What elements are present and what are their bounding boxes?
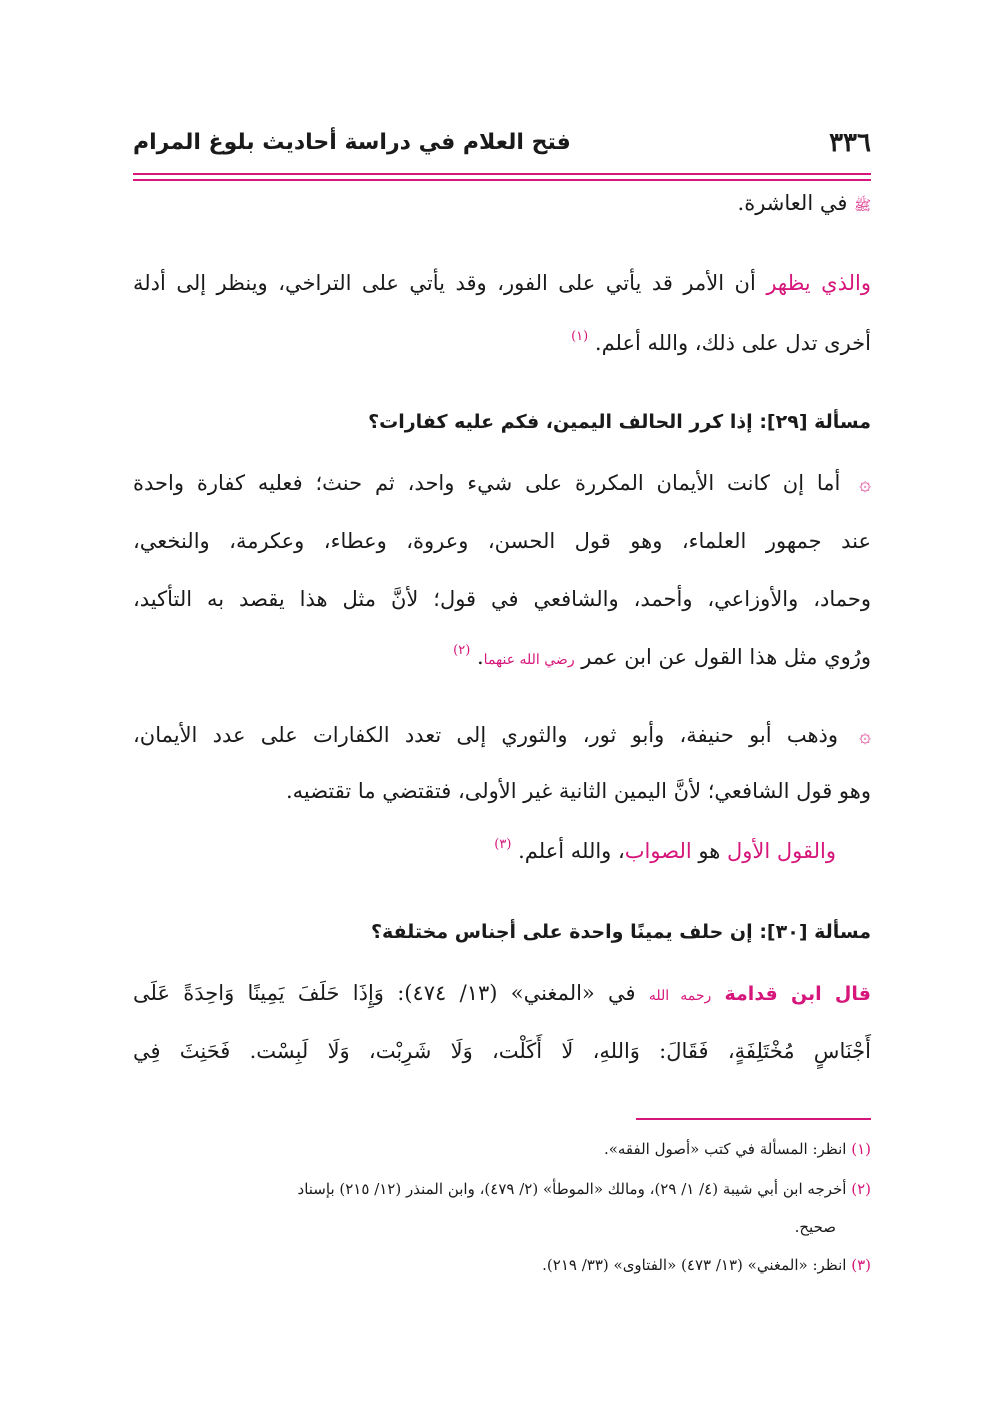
paragraph-1-line-2 bbox=[133, 330, 871, 357]
book-title: فتح العلام في دراسة أحاديث بلوغ المرام bbox=[133, 130, 571, 155]
paragraph-5-line-1 bbox=[133, 980, 871, 1007]
footnote-separator bbox=[636, 1118, 871, 1120]
footnote-ref-3[interactable]: (٣) bbox=[494, 837, 512, 852]
paragraph-text: هو bbox=[698, 839, 721, 863]
paragraph-text: أخرى تدل على ذلك، والله أعلم. bbox=[594, 331, 871, 355]
footnote-1 bbox=[133, 1140, 871, 1160]
honorific-glyph: ﷺ bbox=[854, 198, 871, 214]
continuation-text: في العاشرة. bbox=[737, 191, 848, 215]
footnote-text: انظر: «المغني» (١٣/ ٤٧٣) «الفتاوى» (٣٣/ ٢١٩). bbox=[542, 1256, 847, 1274]
flower-ornament-icon: ۞ bbox=[859, 723, 871, 747]
question-label: مسألة [٣٠]: bbox=[759, 921, 871, 943]
footnote-text: صحيح. bbox=[794, 1218, 836, 1236]
footnote-number: (١) bbox=[851, 1140, 871, 1158]
footnote-text: أخرجه ابن أبي شيبة (٤/ ١/ ٢٩)، ومالك «الموطأ» (٢/ ٤٧٩)، وابن المنذر (١٢/ ٢١٥) بإسناد bbox=[297, 1180, 847, 1198]
footnote-text: انظر: المسألة في كتب «أصول الفقه». bbox=[603, 1140, 847, 1158]
paragraph-2-line-2 bbox=[133, 528, 871, 555]
paragraph-text: وهو قول الشافعي؛ لأنَّ اليمين الثانية غير الأولى، فتقتضي ما تقتضيه. bbox=[285, 779, 871, 803]
paragraph-text: ، والله أعلم. bbox=[518, 839, 625, 863]
highlight-phrase: الصواب bbox=[624, 839, 692, 863]
paragraph-3-line-1 bbox=[133, 722, 871, 749]
paragraph-5-line-2 bbox=[133, 1038, 871, 1065]
continuation-line bbox=[133, 190, 871, 217]
paragraph-text: وذهب أبو حنيفة، وأبو ثور، والثوري إلى تعدد الكفارات على عدد الأيمان، bbox=[133, 723, 839, 747]
question-text: إذا كرر الحالف اليمين، فكم عليه كفارات؟ bbox=[368, 411, 753, 433]
paragraph-text: أَجْنَاسٍ مُخْتَلِفَةٍ، فَقَالَ: وَاللهِ، لَا أَكَلْت، وَلَا شَرِبْت، وَلَا لَبِسْت. فَحَنِثَ فِي bbox=[133, 1039, 871, 1063]
paragraph-text: أن الأمر قد يأتي على الفور، وقد يأتي على التراخي، وينظر إلى أدلة bbox=[133, 271, 756, 295]
question-label: مسألة [٢٩]: bbox=[759, 411, 871, 433]
footnote-2-continuation bbox=[133, 1218, 836, 1238]
page-number: ٣٣٦ bbox=[829, 128, 871, 158]
header-rule-bottom bbox=[133, 179, 871, 181]
paragraph-text: وحماد، والأوزاعي، وأحمد، والشافعي في قول؛ لأنَّ مثل هذا يقصد به التأكيد، bbox=[133, 587, 871, 611]
paragraph-2-line-3 bbox=[133, 586, 871, 613]
honorific-glyph: رحمه الله bbox=[648, 988, 712, 1004]
footnote-3 bbox=[133, 1256, 871, 1276]
footnote-ref-2[interactable]: (٢) bbox=[453, 643, 471, 658]
scholar-name: قال ابن قدامة bbox=[724, 983, 871, 1005]
footnote-ref-1[interactable]: (١) bbox=[571, 329, 589, 344]
honorific-glyph: رضي الله عنهما bbox=[483, 652, 575, 668]
paragraph-text: ورُوي مثل هذا القول عن ابن عمر bbox=[581, 645, 871, 669]
paragraph-text: أما إن كانت الأيمان المكررة على شيء واحد، ثم حنث؛ فعليه كفارة واحدة bbox=[133, 471, 841, 495]
page-header bbox=[133, 128, 871, 168]
paragraph-4 bbox=[133, 838, 836, 865]
paragraph-1-line-1 bbox=[133, 270, 871, 297]
footnote-number: (٢) bbox=[851, 1180, 871, 1198]
header-rule-top bbox=[133, 173, 871, 175]
footnote-2 bbox=[133, 1180, 871, 1200]
paragraph-text: في «المغني» (١٣/ ٤٧٤): وَإِذَا حَلَفَ يَمِينًا وَاحِدَةً عَلَى bbox=[133, 981, 636, 1005]
highlight-phrase: والقول الأول bbox=[727, 839, 836, 863]
question-29-heading bbox=[133, 408, 871, 435]
footnote-number: (٣) bbox=[851, 1256, 871, 1274]
highlight-phrase: والذي يظهر bbox=[766, 271, 871, 295]
paragraph-text: عند جمهور العلماء، وهو قول الحسن، وعروة، وعطاء، وعكرمة، والنخعي، bbox=[133, 529, 871, 553]
flower-ornament-icon: ۞ bbox=[859, 471, 871, 495]
paragraph-2-line-4: ورُوي مثل هذا القول عن ابن عمر رضي الله عنهما. $^{(٢)}$ bbox=[453, 643, 871, 669]
paragraph-3-line-2 bbox=[133, 778, 871, 805]
question-30-heading bbox=[133, 918, 871, 945]
paragraph-2-line-1 bbox=[133, 470, 871, 497]
question-text: إن حلف يمينًا واحدة على أجناس مختلفة؟ bbox=[370, 921, 753, 943]
